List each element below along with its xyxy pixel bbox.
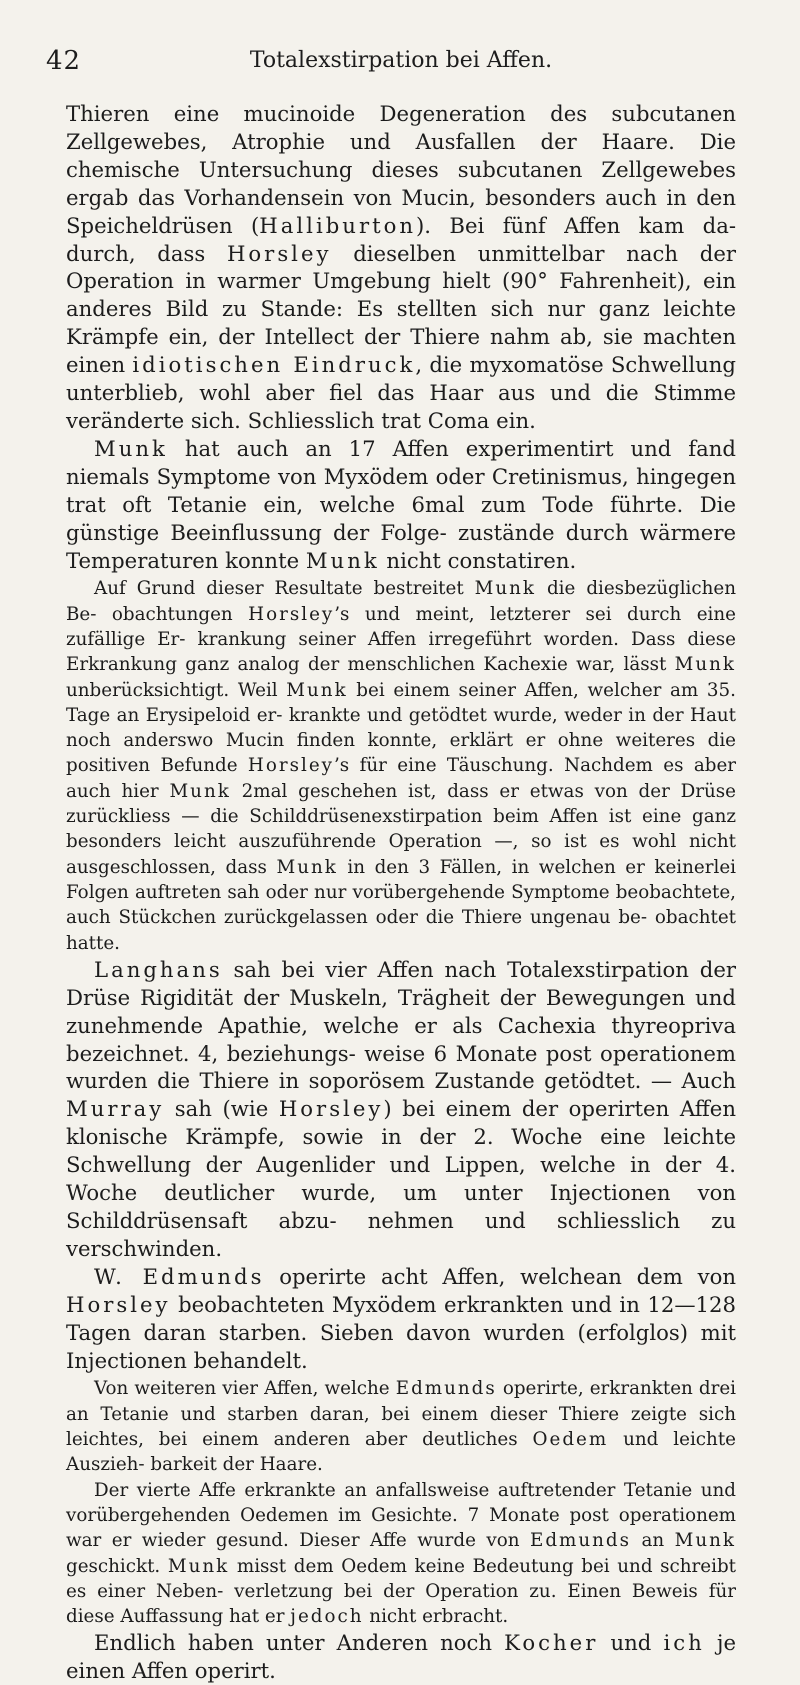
author-name: Edmunds [395, 1378, 497, 1400]
author-name: W. Edmunds [94, 1263, 265, 1289]
author-name: Munk [169, 780, 231, 802]
author-name: Horsley [278, 1096, 384, 1122]
paragraph-6: Von weiteren vier Affen, welche Edmunds operirte, erkrankten drei an Tetanie und starben daran, bei einem dieser Thiere zeigte sich leichtes, bei einem anderen aber deutliches Oedem und leichte Auszieh- barkeit der Haare. [66, 1378, 736, 1476]
small-type-section [66, 576, 736, 955]
paragraph-1: Thieren eine mucinoide Degeneration des subcutanen Zellgewebes, Atrophie und Ausfallen der Haare. Die chemische Untersuchung dieses subcutanen Zellgewebes ergab das Vorhandensein von Mucin, besonders auch in den Speicheldrüsen (Halliburton). Bei fünf Affen kam da- durch, dass Horsley dieselben unmittelbar nach der Operation in warmer Umgebung hielt (90° Fahrenheit), ein anderes Bild zu Stande: Es stellten sich nur ganz leichte Krämpfe ein, der Intellect der Thiere nahm ab, sie machten einen idiotischen Eindruck, die myxomatöse Schwellung unterblieb, wohl aber fiel das Haar aus und die Stimme veränderte sich. Schliesslich trat Coma ein. [66, 101, 736, 433]
paragraph-7: Der vierte Affe erkrankte an anfallsweise auftretender Tetanie und vorübergehenden Oedemen im Gesichte. 7 Monate post operationem war er wieder gesund. Dieser Affe wurde von Edmunds an Munk geschickt. Munk misst dem Oedem keine Bedeutung bei und schreibt es einer Neben- verletzung bei der Operation zu. Einen Beweis für diese Auffassung hat er jedoch nicht erbracht. [66, 1479, 736, 1628]
paragraph-4: Langhans sah bei vier Affen nach Totalexstirpation der Drüse Rigidität der Muskeln, Trägheit der Bewegungen und zunehmende Apathie, welche er als Cachexia thyreopriva bezeichnet. 4, beziehungs- weise 6 Monate post operationem wurden die Thiere in soporösem Zustande getödtet. — Auch Murray sah (wie Horsley) bei einem der operirten Affen klonische Krämpfe, sowie in der 2. Woche eine leichte Schwellung der Augenlider und Lippen, welche in der 4. Woche deutlicher wurde, um unter Injectionen von Schilddrüsensaft abzu- nehmen und schliesslich zu verschwinden. [66, 956, 736, 1261]
author-name: Munk [276, 856, 338, 878]
author-name: Munk [94, 435, 168, 461]
running-title: Totalexstirpation bei Affen. [249, 48, 553, 73]
author-name: Horsley [248, 603, 335, 625]
author-name: Horsley [247, 755, 334, 777]
paragraph-5: W. Edmunds operirte acht Affen, welchean dem von Horsley beobachteten Myxödem erkrankten und in 12—128 Tagen daran starben. Sieben davon wurden (erfolglos) mit Injectionen behandelt. [66, 1263, 737, 1373]
text-body [66, 100, 736, 1685]
page-number: 42 [46, 46, 82, 76]
author-name: Edmunds [529, 1530, 631, 1552]
emphasis: ich [663, 1630, 705, 1656]
author-name: Munk [305, 547, 380, 573]
paragraph-8: Endlich haben unter Anderen noch Kocher und ich je einen Affen operirt. [66, 1630, 737, 1684]
emphasis: Oedem [532, 1429, 609, 1451]
author-name: Langhans [94, 956, 223, 982]
author-name: Halliburton [259, 212, 416, 238]
author-name: Munk [286, 679, 348, 701]
large-type-section-3 [66, 1629, 736, 1685]
author-name: Horsley [66, 1291, 171, 1317]
emphasis: jedoch [290, 1606, 364, 1628]
author-name: Kocher [504, 1630, 599, 1656]
large-type-section-2 [66, 956, 736, 1375]
author-name: Munk [674, 1530, 736, 1552]
paragraph-2: Munk hat auch an 17 Affen experimentirt und fand niemals Symptome von Myxödem oder Cretinismus, hingegen trat oft Tetanie ein, welche 6mal zum Tode führte. Die günstige Beeinflussung der Folge- zustände durch wärmere Temperaturen konnte Munk nicht constatiren. [66, 435, 736, 573]
author-name: Murray [66, 1096, 165, 1122]
large-type-section [66, 100, 736, 574]
small-type-section-2 [66, 1376, 736, 1629]
author-name: Munk [167, 1555, 230, 1577]
author-name: Horsley [226, 240, 332, 266]
emphasis: idiotischen Eindruck [132, 352, 416, 378]
author-name: Munk [674, 654, 736, 676]
paragraph-3: Auf Grund dieser Resultate bestreitet Munk die diesbezüglichen Be- obachtungen Horsley’s und meint, letzterer sei durch eine zufällige Er- krankung seiner Affen irregeführt worden. Dass diese Erkrankung ganz analog der menschlichen Kachexie war, lässt Munk unberücksichtigt. Weil Munk bei einem seiner Affen, welcher am 35. Tage an Erysipeloid er- krankte und getödtet wurde, weder in der Haut noch anderswo Mucin finden konnte, erklärt er ohne weiteres die positiven Befunde Horsley’s für eine Täuschung. Nachdem es aber auch hier Munk 2mal geschehen ist, dass er etwas von der Drüse zurückliess — die Schilddrüsenexstirpation beim Affen ist eine ganz besonders leicht auszuführende Operation —, so ist es wohl nicht ausgeschlossen, dass Munk in den 3 Fällen, in welchen er keinerlei Folgen auftreten sah oder nur vorübergehende Symptome beobachtete, auch Stückchen zurückgelassen oder die Thiere ungenau be- obachtet hatte. [66, 578, 736, 954]
author-name: Munk [474, 578, 537, 600]
running-header [46, 46, 736, 76]
